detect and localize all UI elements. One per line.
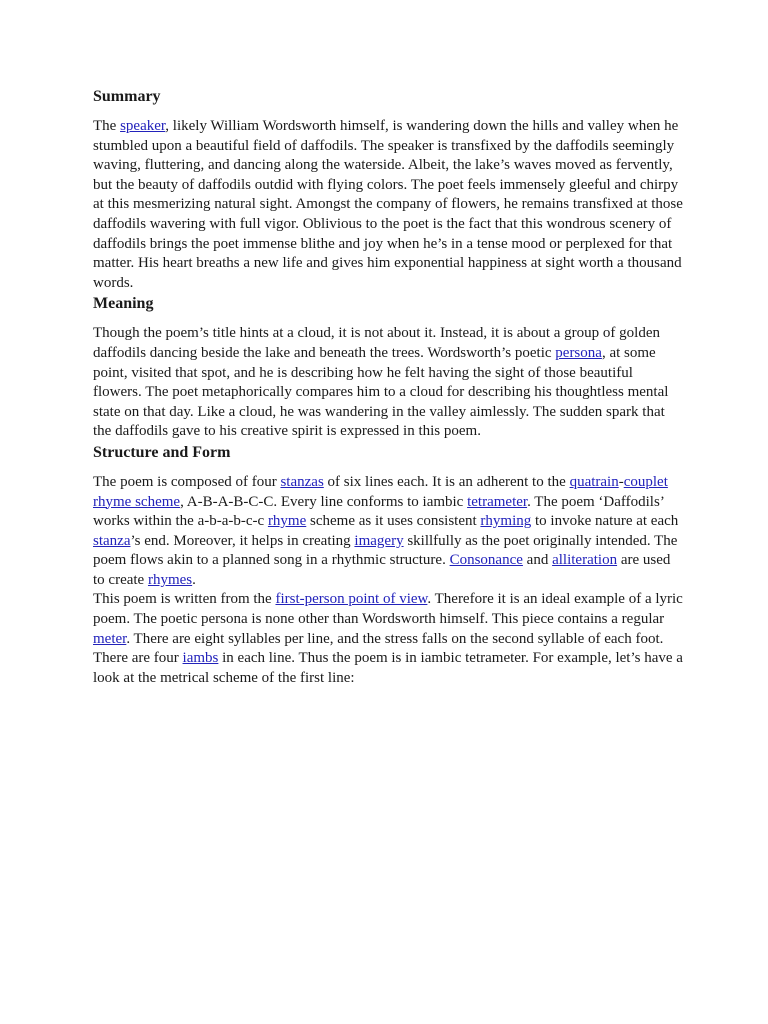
- link-rhyme-scheme[interactable]: rhyme scheme: [93, 493, 181, 510]
- text-segment: in each line. Thus the poem is in iambic tetrameter. For example, let’s have a look at the metrical scheme of the first line:: [93, 650, 683, 686]
- link-meter[interactable]: meter: [93, 630, 127, 647]
- link-rhyme[interactable]: rhyme: [267, 513, 307, 530]
- meaning-paragraph: [93, 324, 683, 442]
- text-segment: ’s end. Moreover, it helps in creating: [130, 532, 355, 549]
- text-segment: Though the poem’s title hints at a cloud, it is not about it. Instead, it is about a group of golden daffodils dancing beside the lake and beneath the trees. Wordsworth’s poetic: [93, 325, 660, 361]
- text-segment: skillfully as the poet originally intended. The poem flows akin to a planned song in a rhythmic structure.: [93, 532, 678, 569]
- text-segment: and: [522, 552, 553, 569]
- meaning-heading: Meaning: [93, 295, 154, 313]
- structure-paragraph-2: [93, 590, 683, 688]
- text-segment: of six lines each. It is an adherent to the: [323, 473, 570, 490]
- link-stanza[interactable]: stanza: [93, 532, 131, 549]
- link-persona[interactable]: persona: [555, 344, 602, 361]
- text-segment: -: [618, 473, 624, 490]
- text-segment: to invoke nature at each: [531, 513, 679, 530]
- link-imagery[interactable]: imagery: [354, 532, 404, 549]
- link-quatrain[interactable]: quatrain: [569, 473, 619, 490]
- text-segment: .: [192, 571, 196, 588]
- summary-heading: Summary: [93, 88, 161, 105]
- summary-paragraph: [93, 117, 683, 293]
- link-speaker[interactable]: speaker: [120, 118, 166, 134]
- text-segment: . There are eight syllables per line, and the stress falls on the second syllable of each foot. There are four: [93, 630, 664, 667]
- structure-heading: Structure and Form: [93, 443, 231, 461]
- link-stanzas[interactable]: stanzas: [280, 473, 324, 490]
- document-body: [93, 86, 683, 688]
- text-segment: The poem is composed of four: [93, 473, 281, 490]
- link-alliteration[interactable]: alliteration: [552, 552, 618, 569]
- link-rhymes[interactable]: rhymes: [147, 571, 193, 588]
- text-segment: . The poem ‘Daffodils’ works within the a-b-a-b-c-c: [93, 493, 664, 530]
- link-rhyming[interactable]: rhyming: [480, 513, 532, 530]
- link-tetrameter[interactable]: tetrameter: [467, 493, 528, 510]
- text-segment: , likely William Wordsworth himself, is wandering down the hills and valley when he stumbled upon a beautiful field of daffodils. The speaker is transfixed by the daffodils seemingly waving, fluttering, and dancing along the waterside. Albeit, the lake’s waves moved as fervently, but the beauty of daffodils outdid with flying colors. The poet feels immensely gleeful and chirpy at this mesmerizing natural sight. Amongst the company of flowers, he remains transfixed at those daffodils wavering with full vigor. Oblivious to the poet is the fact that this wondrous scenery of daffodils brings the poet immense blithe and joy when he’s in a tense mood or perplexed for that matter. His heart breaths a new life and gives him exponential happiness at sight worth a thousand words.: [93, 118, 683, 291]
- text-segment: , A-B-A-B-C-C. Every line conforms to iambic: [180, 493, 468, 510]
- link-iambs[interactable]: iambs: [182, 650, 219, 667]
- text-segment: scheme as it uses consistent: [306, 513, 481, 530]
- link-first-person-point-of-view[interactable]: first-person point of view: [275, 591, 428, 608]
- text-segment: The: [93, 118, 121, 134]
- text-segment: are used to create: [93, 552, 671, 588]
- text-segment: This poem is written from the: [93, 591, 276, 608]
- structure-paragraph-1: [93, 473, 683, 591]
- text-segment: . Therefore it is an ideal example of a lyric poem. The poetic persona is none other than Wordsworth himself. This piece contains a regular: [93, 591, 683, 628]
- link-consonance[interactable]: Consonance: [449, 552, 523, 569]
- text-segment: , at some point, visited that spot, and he is describing how he felt having the sight of those beautiful flowers. The poet metaphorically compares him to a cloud for describing his thoughtless mental state on that day. Like a cloud, he was wandering in the valley aimlessly. The sudden spark that the daffodils gave to his creative spirit is expressed in this poem.: [93, 344, 669, 440]
- link-couplet[interactable]: couplet: [623, 473, 668, 490]
